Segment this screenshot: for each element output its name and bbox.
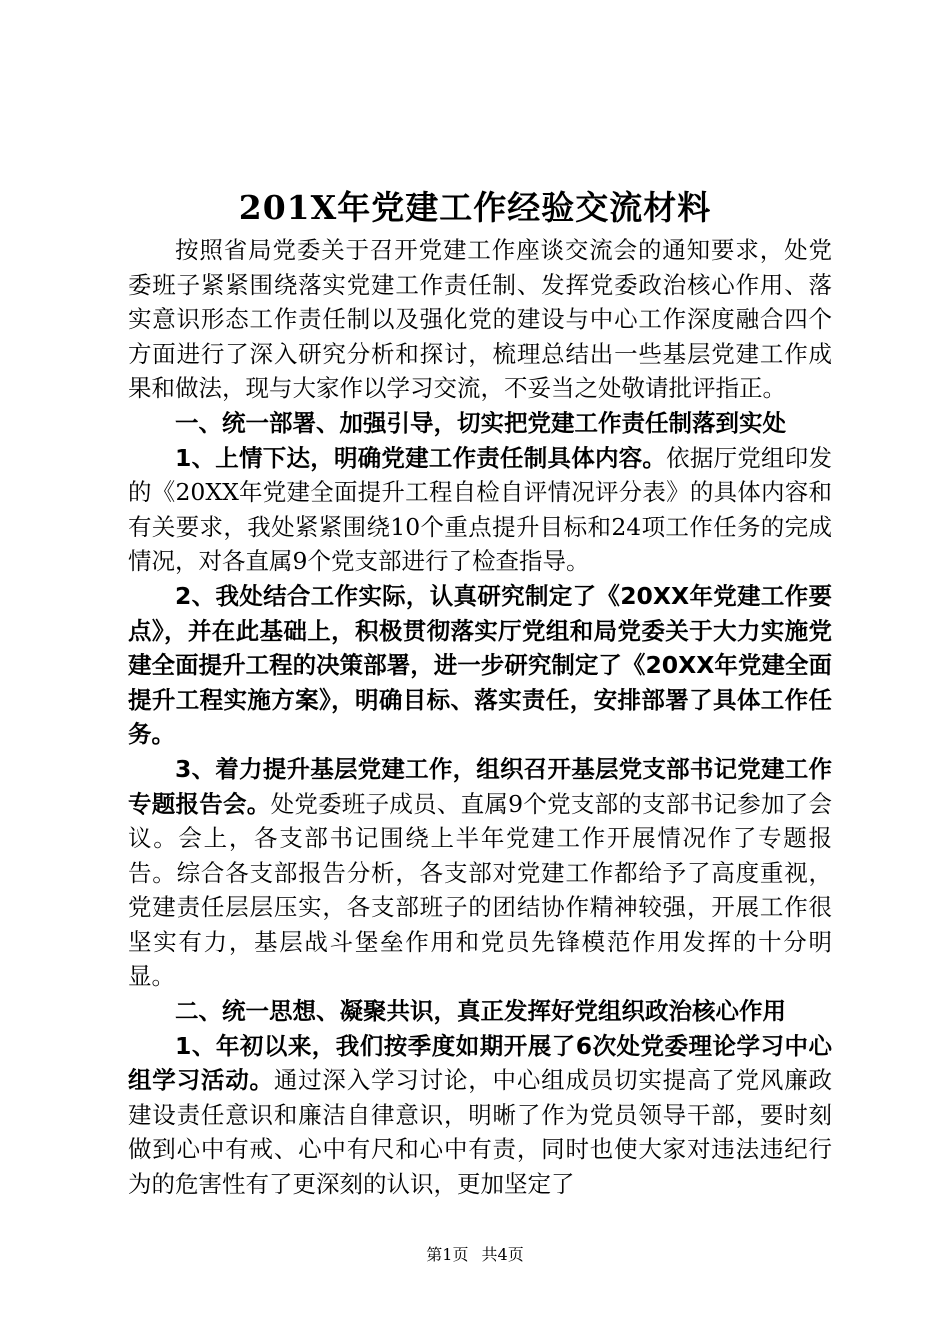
document-title: 201X年党建工作经验交流材料 (238, 188, 712, 227)
paragraph-1-3 (128, 752, 832, 994)
paragraph-lead: 3、着力提升基层党建工作，组织召开基层党支部书记党建工作专题报告会。 (128, 754, 832, 818)
section-heading-1: 一、统一部署、加强引导，切实把党建工作责任制落到实处 (175, 408, 786, 437)
paragraph-lead: 1、年初以来，我们按季度如期开展了6次处党委理论学习中心组学习活动。 (128, 1031, 832, 1095)
paragraph-intro (128, 233, 832, 406)
section-heading-2: 二、统一思想、凝聚共识，真正发挥好党组织政治核心作用 (175, 997, 786, 1026)
paragraph-lead: 1、上情下达，明确党建工作责任制具体内容。 (175, 443, 667, 472)
paragraph-2-1 (128, 1029, 832, 1202)
page-total: 共4页 (481, 1245, 524, 1264)
paragraph-text: 处党委班子成员、直属9个党支部的支部书记参加了会议。会上，各支部书记围绕上半年党建工作开展情况作了专题报告。综合各支部报告分析，各支部对党建工作都给予了高度重视，党建责任层层压实，各支部班子的团结协作精神较强，开展工作很坚实有力，基层战斗堡垒作用和党员先锋模范作用发挥的十分明显。 (128, 789, 832, 991)
document-body (128, 233, 832, 1202)
paragraph-1-2 (128, 579, 832, 752)
page-footer (0, 1244, 950, 1266)
paragraph-text: 依据厅党组印发的《20XX年党建全面提升工程自检自评情况评分表》的具体内容和有关要求，我处紧紧围绕10个重点提升目标和24项工作任务的完成情况，对各直属9个党支部进行了检查指导。 (128, 443, 833, 576)
page-number: 第1页 (426, 1245, 469, 1264)
paragraph-1-1 (128, 441, 832, 579)
paragraph-lead: 2、我处结合工作实际，认真研究制定了《20XX年党建工作要点》，并在此基础上，积极贯彻落实厅党组和局党委关于大力实施党建全面提升工程的决策部署，进一步研究制定了《20XX年党建全面提升工程实施方案》，明确目标、落实责任，安排部署了具体工作任务。 (128, 581, 832, 749)
paragraph-text: 通过深入学习讨论，中心组成员切实提高了党风廉政建设责任意识和廉洁自律意识，明晰了作为党员领导干部，要时刻做到心中有戒、心中有尺和心中有责，同时也使大家对违法违纪行为的危害性有了更深刻的认识，更加坚定了 (128, 1066, 833, 1199)
paragraph-text: 按照省局党委关于召开党建工作座谈交流会的通知要求，处党委班子紧紧围绕落实党建工作责任制、发挥党委政治核心作用、落实意识形态工作责任制以及强化党的建设与中心工作深度融合四个方面进行了深入研究分析和探讨，梳理总结出一些基层党建工作成果和做法，现与大家作以学习交流，不妥当之处敬请批评指正。 (128, 236, 832, 403)
